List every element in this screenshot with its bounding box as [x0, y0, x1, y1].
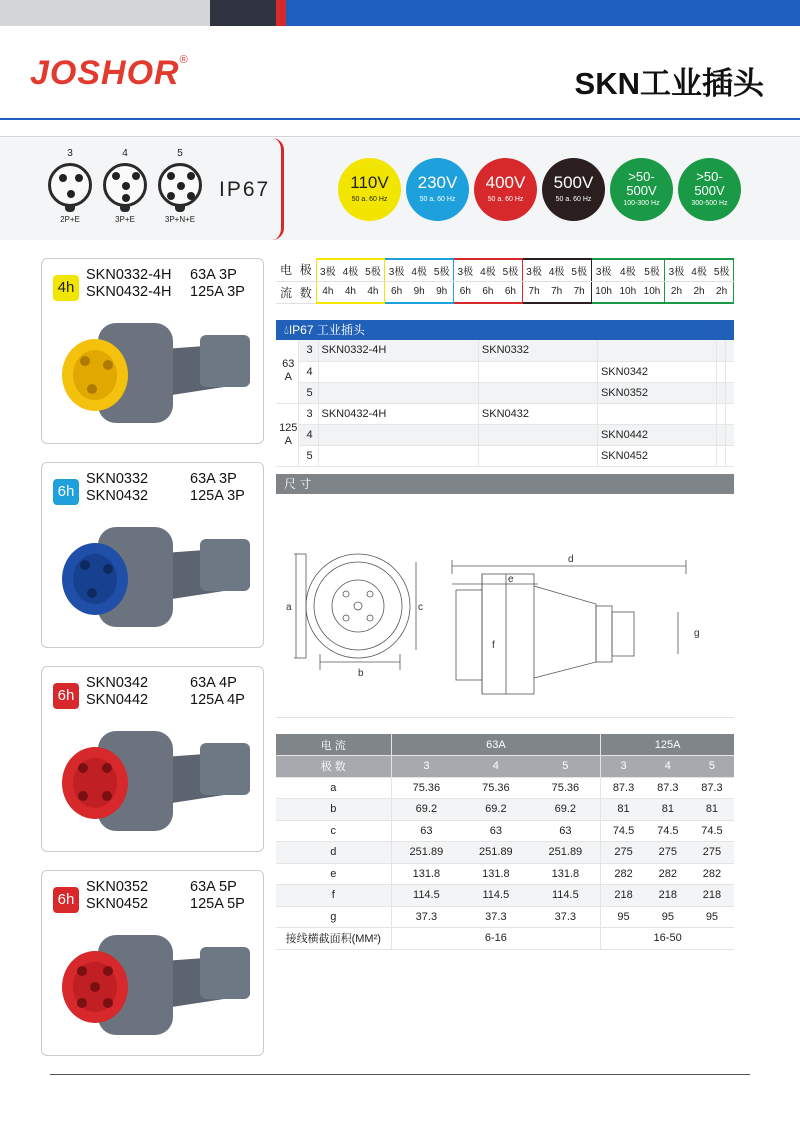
table-row	[276, 799, 734, 821]
pole-hours-table	[276, 258, 734, 304]
top-color-bar	[0, 0, 800, 26]
table-header: 63A	[391, 734, 601, 756]
value-cell: 131.8	[391, 863, 461, 885]
value-cell: 131.8	[461, 863, 530, 885]
value-cell: 69.2	[530, 799, 600, 821]
value-cell: 81	[690, 799, 734, 821]
model-name: SKN0432-4H	[86, 284, 172, 300]
value-cell: 218	[690, 885, 734, 907]
product-card-6h-3p	[41, 462, 264, 648]
rating-text: 125A 3P	[190, 488, 245, 504]
voltage-230v-circle: 230V 50 a. 60 Hz	[406, 158, 469, 221]
spec-info-bar	[0, 138, 800, 240]
header-divider	[0, 118, 800, 120]
dim-label-e: e	[508, 574, 514, 585]
current-cell: 125 A	[276, 403, 298, 466]
table-header: 电	[276, 259, 296, 281]
table-row	[276, 863, 734, 885]
value-cell: 275	[601, 842, 646, 864]
ip-rating: IP67	[219, 178, 271, 201]
value-cell: 275	[690, 842, 734, 864]
table-header: 125A	[601, 734, 734, 756]
dim-label-a: a	[286, 602, 292, 613]
hours-cell: 4h	[316, 281, 339, 303]
row-label: c	[276, 820, 391, 842]
hours-cell: 9h	[430, 281, 453, 303]
pole-cell: 5极	[568, 259, 591, 281]
row-label: b	[276, 799, 391, 821]
product-card-6h-5p	[41, 870, 264, 1056]
pole-cell: 3极	[665, 259, 688, 281]
value-cell: 37.3	[530, 906, 600, 928]
value-cell: 251.89	[461, 842, 530, 864]
pole-cell: 5极	[640, 259, 665, 281]
model-name: SKN0352	[86, 879, 149, 895]
socket-5-pin: 5 3P+N+E	[150, 148, 210, 224]
model-section	[276, 320, 734, 467]
value-cell: 218	[601, 885, 646, 907]
model-name: SKN0332	[86, 471, 149, 487]
value-cell: 37.3	[391, 906, 461, 928]
dim-label-f: f	[492, 640, 495, 651]
dim-label-d: d	[568, 554, 574, 565]
pole-cell: 5极	[362, 259, 385, 281]
value-cell: 131.8	[530, 863, 600, 885]
table-header: 数	[296, 281, 316, 303]
socket-4-pin: 4 3P+E	[95, 148, 155, 224]
value-cell: 75.36	[530, 777, 600, 799]
dimension-section	[276, 474, 734, 718]
hours-cell: 10h	[616, 281, 640, 303]
hours-cell: 7h	[545, 281, 567, 303]
model-table: 63 A 3 SKN0332-4H SKN0332 4 SKN0342 5 SKN0352 125 A 3 SKN0432-4H SKN0432 4 SKN0442 5 SKN0452	[276, 340, 734, 467]
dim-label-b: b	[358, 668, 364, 679]
rating-text: 125A 3P	[190, 284, 245, 300]
value-cell: 63	[391, 820, 461, 842]
row-label: a	[276, 777, 391, 799]
hours-cell: 2h	[665, 281, 688, 303]
pole-cell: 4极	[477, 259, 499, 281]
value-cell: 74.5	[690, 820, 734, 842]
model-name: SKN0432	[86, 488, 149, 504]
model-name: SKN0442	[86, 692, 149, 708]
page-title: SKN工业插头	[574, 66, 764, 101]
pole-cell: 5极	[499, 259, 522, 281]
hours-cell: 6h	[385, 281, 408, 303]
section-title-bar: 💧︎IP67 工业插头	[276, 320, 734, 340]
socket-face-icon	[48, 163, 92, 207]
value-cell: 114.5	[391, 885, 461, 907]
voltage-50-500v-high-circle: >50- 500V 300-500 Hz	[678, 158, 741, 221]
value-cell: 87.3	[601, 777, 646, 799]
model-name: SKN0332-4H	[86, 267, 172, 283]
value-cell: 63	[530, 820, 600, 842]
hours-cell: 6h	[499, 281, 522, 303]
value-cell: 37.3	[461, 906, 530, 928]
table-header: 极 数	[276, 756, 391, 778]
value-cell: 81	[646, 799, 690, 821]
pole-cell: 3极	[591, 259, 616, 281]
value-cell: 81	[601, 799, 646, 821]
current-cell: 63 A	[276, 340, 298, 403]
row-label: e	[276, 863, 391, 885]
section-title-bar: 尺 寸	[276, 474, 734, 494]
voltage-400v-circle: 400V 50 a. 60 Hz	[474, 158, 537, 221]
product-card-6h-4p	[41, 666, 264, 852]
pole-cell: 4极	[545, 259, 567, 281]
dim-label-c: c	[418, 602, 423, 613]
socket-face-icon	[158, 163, 202, 207]
hours-cell: 9h	[408, 281, 430, 303]
rating-text: 125A 4P	[190, 692, 245, 708]
table-header: 流	[276, 281, 296, 303]
hours-cell: 7h	[568, 281, 591, 303]
value-cell: 251.89	[530, 842, 600, 864]
duration-badge: 6h	[53, 683, 79, 709]
value-cell: 114.5	[530, 885, 600, 907]
pole-cell: 4极	[408, 259, 430, 281]
model-name: SKN0342	[86, 675, 149, 691]
dimension-drawing	[276, 494, 734, 718]
pole-cell: 3极	[385, 259, 408, 281]
product-card-4h	[41, 258, 264, 444]
voltage-500v-circle: 500V 50 a. 60 Hz	[542, 158, 605, 221]
pole-cell: 3极	[316, 259, 339, 281]
hours-cell: 4h	[362, 281, 385, 303]
voltage-50-500v-circle: >50- 500V 100-300 Hz	[610, 158, 673, 221]
header-divider-thin	[0, 136, 800, 137]
spec-table: 电 流 63A 125A 极 数 3 4 5 3 4 5 a 75.36 75.36 75.36 87.3 87.3 87.3 b 69.2 69.2 69.2 81 81 81 c 63 63 63 74.5 74.5 74.5 d 251.89 251.89 251.89 275 275 275 e 131.8 131.8 131.8 282 282 282 f 114.5 114.5 114.5 218 218 218 g 37.3 37.3 37.3 95 95 95 接线横截面积(MM²) 6-16 16-50	[276, 734, 734, 950]
plug-image	[50, 517, 260, 642]
table-row	[276, 777, 734, 799]
plug-image	[50, 313, 260, 438]
value-cell: 218	[646, 885, 690, 907]
value-cell: 282	[690, 863, 734, 885]
value-cell: 95	[646, 906, 690, 928]
pole-cell: 3极	[454, 259, 477, 281]
plug-image	[50, 925, 260, 1050]
hours-cell: 7h	[522, 281, 545, 303]
table-row	[276, 842, 734, 864]
value-cell: 63	[461, 820, 530, 842]
rating-text: 63A 5P	[190, 879, 237, 895]
hours-cell: 4h	[339, 281, 361, 303]
footer-divider	[50, 1074, 750, 1075]
hours-cell: 6h	[477, 281, 499, 303]
plug-image	[50, 721, 260, 846]
table-row-label: 接线横截面积(MM²)	[276, 928, 391, 950]
row-label: d	[276, 842, 391, 864]
table-row	[276, 885, 734, 907]
voltage-110v-circle: 110V 50 a. 60 Hz	[338, 158, 401, 221]
duration-badge: 6h	[53, 887, 79, 913]
table-header: 极	[296, 259, 316, 281]
hours-cell: 2h	[688, 281, 710, 303]
rating-text: 63A 3P	[190, 471, 237, 487]
rating-text: 125A 5P	[190, 896, 245, 912]
pole-cell: 4极	[688, 259, 710, 281]
value-cell: 75.36	[391, 777, 461, 799]
hours-cell: 6h	[454, 281, 477, 303]
value-cell: 114.5	[461, 885, 530, 907]
value-cell: 87.3	[690, 777, 734, 799]
table-row	[276, 906, 734, 928]
hours-cell: 2h	[710, 281, 733, 303]
value-cell: 282	[601, 863, 646, 885]
dim-label-g: g	[694, 628, 700, 639]
socket-3-pin: 3 2P+E	[40, 148, 100, 224]
duration-badge: 6h	[53, 479, 79, 505]
value-cell: 75.36	[461, 777, 530, 799]
rating-text: 63A 3P	[190, 267, 237, 283]
value-cell: 95	[601, 906, 646, 928]
pole-cell: 4极	[616, 259, 640, 281]
hours-cell: 10h	[640, 281, 665, 303]
row-label: g	[276, 906, 391, 928]
pole-cell: 4极	[339, 259, 361, 281]
row-label: f	[276, 885, 391, 907]
value-cell: 74.5	[646, 820, 690, 842]
pole-cell: 5极	[710, 259, 733, 281]
duration-badge: 4h	[53, 275, 79, 301]
value-cell: 69.2	[391, 799, 461, 821]
value-cell: 69.2	[461, 799, 530, 821]
value-cell: 74.5	[601, 820, 646, 842]
value-cell: 87.3	[646, 777, 690, 799]
rating-text: 63A 4P	[190, 675, 237, 691]
hours-cell: 10h	[591, 281, 616, 303]
table-row	[276, 820, 734, 842]
drop-icon: 💧︎	[284, 323, 289, 337]
value-cell: 95	[690, 906, 734, 928]
pole-cell: 3极	[522, 259, 545, 281]
brand-logo: JOSHOR®	[30, 54, 189, 92]
model-name: SKN0452	[86, 896, 149, 912]
socket-face-icon	[103, 163, 147, 207]
value-cell: 282	[646, 863, 690, 885]
pole-cell: 5极	[430, 259, 453, 281]
value-cell: 251.89	[391, 842, 461, 864]
value-cell: 275	[646, 842, 690, 864]
table-header: 电 流	[276, 734, 391, 756]
